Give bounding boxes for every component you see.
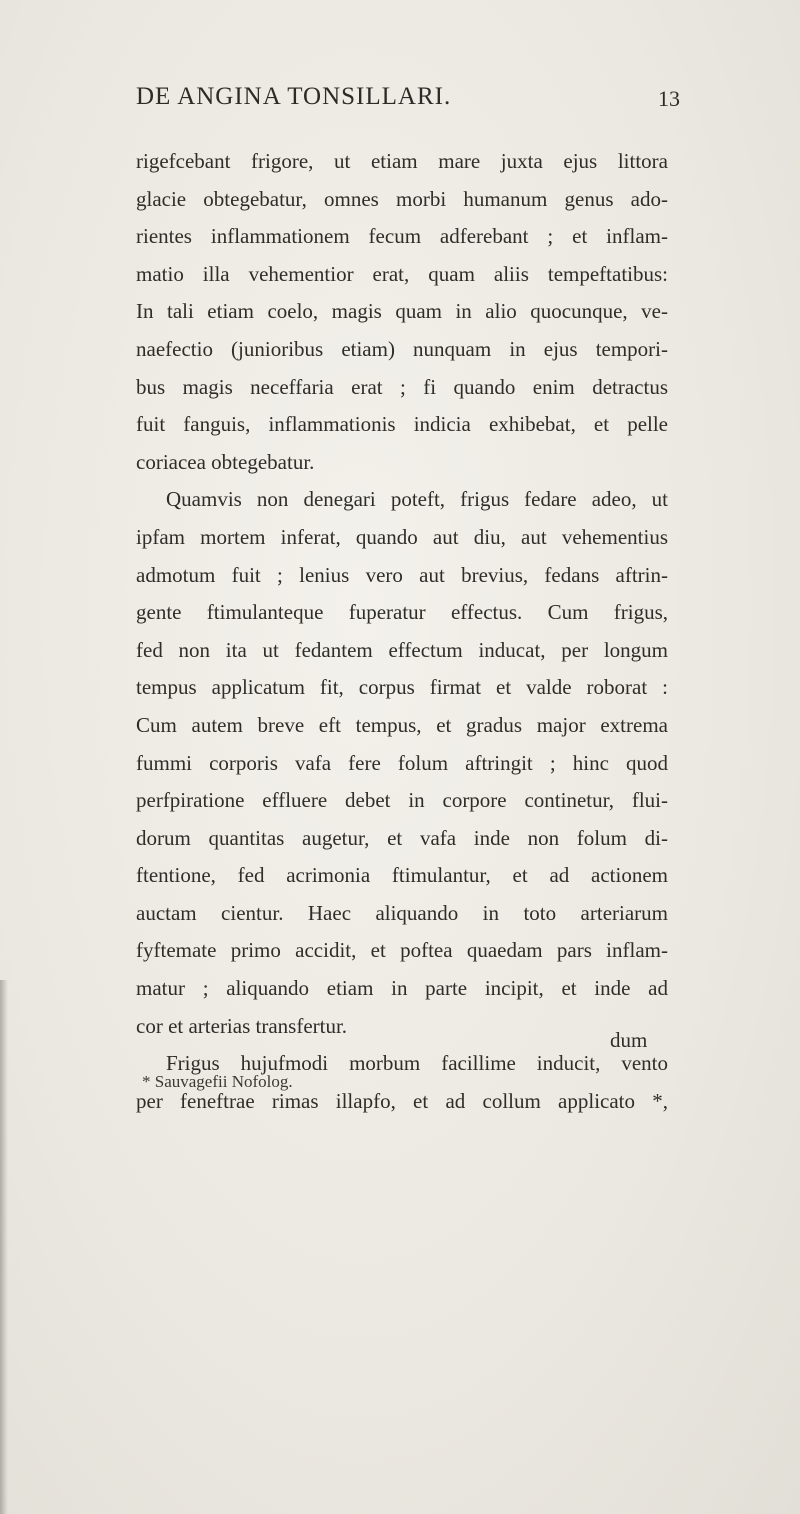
- text-line: Quamvis non denegari poteft, frigus fedare adeo, ut: [166, 487, 668, 512]
- text-line: rientes inflammationem fecum adferebant ; et inflam-: [136, 224, 668, 249]
- catchword: dum: [610, 1028, 648, 1052]
- page-number: 13: [658, 86, 680, 111]
- text-line: matio illa vehementior erat, quam aliis tempeftatibus:: [136, 261, 668, 286]
- text-line: perfpiratione effluere debet in corpore continetur, flui-: [136, 788, 668, 813]
- text-line: fed non ita ut fedantem effectum inducat, per longum: [136, 637, 668, 662]
- page-gutter-shadow: [0, 980, 8, 1514]
- text-line: per feneftrae rimas illapfo, et ad collum applicato *,: [136, 1088, 668, 1113]
- text-line: rigefcebant frigore, ut etiam mare juxta ejus littora: [136, 149, 668, 173]
- text-line: Frigus hujufmodi morbum facillime inducit, vento: [166, 1051, 668, 1076]
- text-line: bus magis neceffaria erat ; fi quando enim detractus: [136, 374, 668, 399]
- page-header: [0, 83, 800, 123]
- footnote: * Sauvagefii Nofolog.: [142, 1072, 293, 1091]
- text-line: glacie obtegebatur, omnes morbi humanum genus ado-: [136, 186, 668, 211]
- text-line: tempus applicatum fit, corpus firmat et valde roborat :: [136, 675, 668, 700]
- text-line: coriacea obtegebatur.: [136, 449, 315, 474]
- text-line: fyftemate primo accidit, et poftea quaedam pars inflam-: [136, 938, 668, 963]
- text-line: gente ftimulanteque fuperatur effectus. Cum frigus,: [136, 600, 668, 625]
- text-line: admotum fuit ; lenius vero aut brevius, fedans aftrin-: [136, 562, 668, 587]
- text-line: Cum autem breve eft tempus, et gradus major extrema: [136, 712, 668, 737]
- text-line: fuit fanguis, inflammationis indicia exhibebat, et pelle: [136, 412, 668, 437]
- text-line: auctam cientur. Haec aliquando in toto arteriarum: [136, 900, 668, 925]
- text-line: cor et arterias transfertur.: [136, 1013, 348, 1038]
- text-line: matur ; aliquando etiam in parte incipit, et inde ad: [136, 976, 668, 1001]
- text-line: ftentione, fed acrimonia ftimulantur, et ad actionem: [136, 863, 668, 888]
- text-line: ipfam mortem inferat, quando aut diu, aut vehementius: [136, 524, 668, 549]
- text-line: dorum quantitas augetur, et vafa inde non folum di-: [136, 825, 668, 850]
- body-text: [136, 143, 668, 1120]
- text-line: naefectio (junioribus etiam) nunquam in ejus tempori-: [136, 336, 668, 361]
- text-line: fummi corporis vafa fere folum aftringit ; hinc quod: [136, 750, 668, 775]
- text-line: In tali etiam coelo, magis quam in alio quocunque, ve-: [136, 299, 668, 324]
- running-title: DE ANGINA TONSILLARI.: [136, 83, 452, 110]
